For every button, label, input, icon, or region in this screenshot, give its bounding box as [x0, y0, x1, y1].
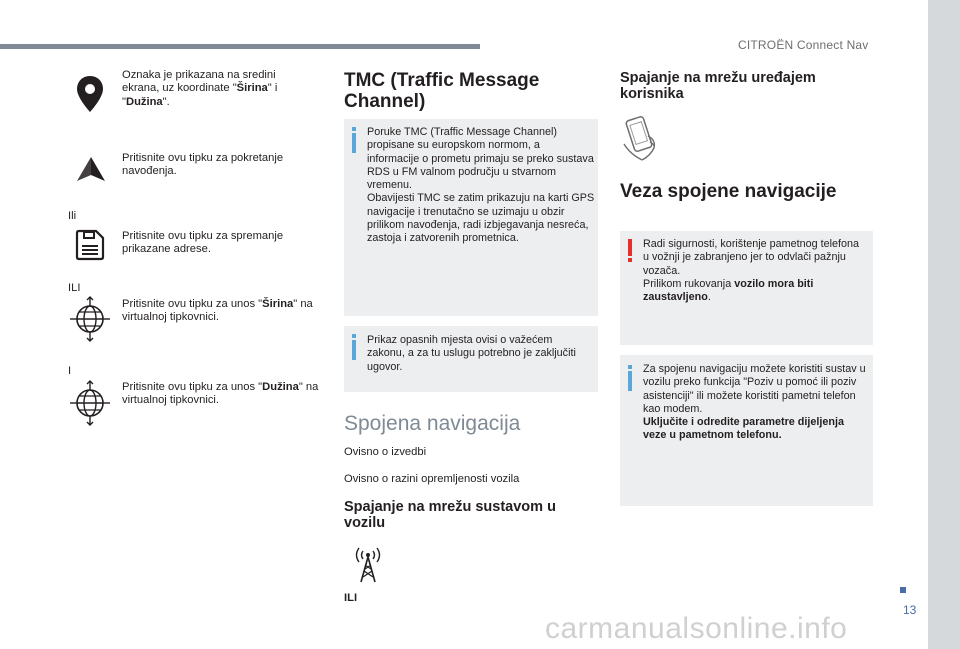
modem-info-text: Za spojenu navigaciju možete koristiti sustav u vozilu preko funkcija "Poziv u pomoć ili poziv asistenciji" ili možete koristiti pametni telefon kao modem. — [643, 363, 866, 415]
tmc-box-text: Poruke TMC (Traffic Message Channel) propisane su europskom normom, a informacije o prometu primaju se preko sustava RDS u FM valnom području u stvarnom vremenu. — [367, 126, 594, 192]
side-strip — [928, 0, 960, 649]
tmc-box-text-2: Obavijesti TMC se zatim prikazuju na karti GPS navigacije i trenutačno se uzimaju u obzir prilikom navođenja, radi izbjegavanja nesreća, zastoja i zatvorenih prometnica. — [367, 192, 595, 245]
globe-latitude-icon — [70, 296, 110, 342]
header-title: CITROËN Connect Nav — [738, 38, 869, 52]
warning-box: Radi sigurnosti, korištenje pametnog telefona u vožnji je zabranjeno jer to odvlači pažnju vozača. Prilikom rukovanja vozilo mora biti zaustavljeno. — [620, 231, 873, 345]
smartphone-hand-icon — [620, 114, 666, 162]
save-icon — [76, 230, 104, 260]
page-marker — [900, 587, 906, 593]
tmc-title: TMC (Traffic Message Channel) — [344, 70, 540, 112]
modem-info-bold: Uključite i odredite parametre dijeljenja veze u pametnom telefonu. — [643, 416, 845, 442]
watermark: carmanualsonline.info — [545, 612, 848, 645]
page-number: 13 — [903, 603, 917, 617]
variant-text: Ovisno o izvedbi — [344, 446, 427, 458]
connected-nav-title: Spojena navigacija — [344, 412, 521, 435]
modem-info-box — [620, 355, 873, 506]
device-network-title: Spajanje na mrežu uređajem korisnika — [620, 70, 816, 102]
warning-bold-text: vozilo mora biti zaustavljeno — [643, 277, 814, 304]
pin-description: Oznaka je prikazana na sredini ekrana, uz koordinate "Širina" i "Dužina". — [122, 69, 278, 108]
latitude-description: Pritisnite ovu tipku za unos "Širina" na virtualnoj tipkovnici. — [122, 298, 313, 324]
equipment-text: Ovisno o razini opremljenosti vozila — [344, 473, 520, 485]
tmc-info-box — [344, 119, 598, 316]
navigation-arrow-icon — [76, 156, 106, 182]
ili-label: ILI — [344, 592, 358, 604]
hazard-info-box — [344, 326, 598, 392]
top-rule — [0, 44, 480, 49]
globe-longitude-icon — [70, 380, 110, 426]
separator-ili: Ili — [68, 210, 77, 222]
antenna-tower-icon — [352, 547, 384, 583]
map-pin-icon — [76, 75, 104, 113]
navigate-description: Pritisnite ovu tipku za pokretanje navođenja. — [122, 152, 284, 178]
warning-text: Radi sigurnosti, korištenje pametnog telefona u vožnji je zabranjeno jer to odvlači pažnju vozača. — [643, 238, 860, 277]
vehicle-network-title: Spajanje na mrežu sustavom u vozilu — [344, 499, 556, 531]
hazard-info-text: Prikaz opasnih mjesta ovisi o važećem zakonu, a za tu uslugu potrebno je zaključiti ugovor. — [367, 334, 576, 373]
longitude-description: Pritisnite ovu tipku za unos "Dužina" na virtualnoj tipkovnici. — [122, 381, 319, 407]
save-description: Pritisnite ovu tipku za spremanje prikazane adrese. — [122, 230, 284, 256]
separator-ili-caps: ILI — [68, 282, 81, 294]
connected-nav-link-title: Veza spojene navigacije — [620, 181, 837, 202]
separator-i: I — [68, 365, 72, 377]
